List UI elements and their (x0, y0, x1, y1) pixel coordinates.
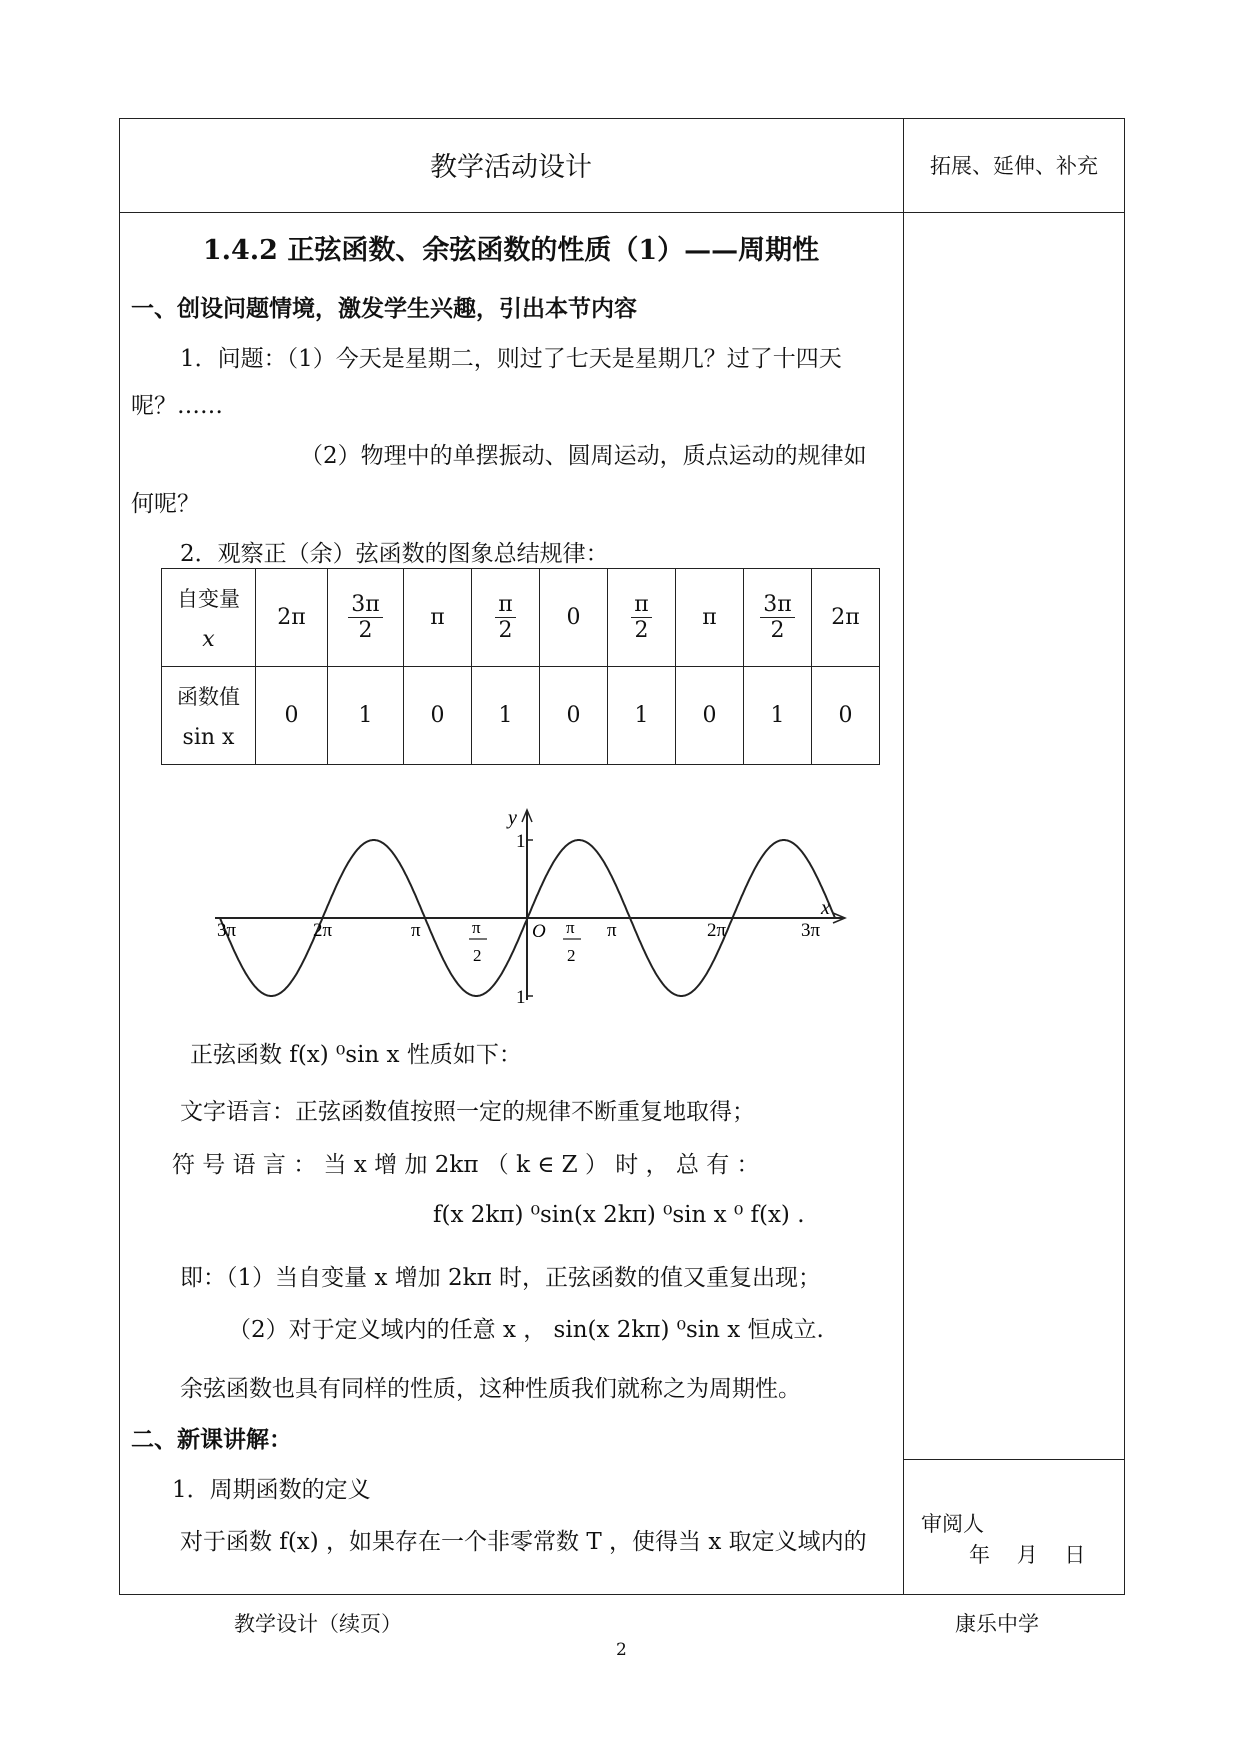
tick-label: π (472, 918, 481, 937)
tick-label: 2π (313, 920, 333, 941)
lesson-title: 1.4.2 正弦函数、余弦函数的性质（1）——周期性 (202, 235, 820, 266)
sin-cell: 0 (256, 667, 328, 765)
x-cell: $\frac{3\pi}{2}$ (328, 569, 404, 667)
sin-cell: 0 (404, 667, 472, 765)
y-axis-label: y (508, 807, 517, 829)
x-cell: 2π (256, 569, 328, 667)
x-cell: $\frac{\pi}{2}$ (472, 569, 540, 667)
row-header-sin (162, 667, 256, 765)
sin-cell: 0 (540, 667, 608, 765)
meaning-2: （2）对于定义域内的任意 x ， sin(x 2kπ) ⁰sin x 恒成立. (228, 1317, 824, 1343)
section1-heading: 一、创设问题情境，激发学生兴趣，引出本节内容 (131, 295, 637, 322)
tick-label: 3π (801, 920, 821, 941)
definition-text: 对于函数 f(x) ，如果存在一个非零常数 T ，使得当 x 取定义域内的 (180, 1529, 867, 1555)
y-bottom-label: 1 (516, 987, 526, 1008)
tick-label: π (566, 918, 575, 937)
tick-label: π (411, 920, 421, 941)
period-formula: f(x 2kπ) ⁰sin(x 2kπ) ⁰sin x ⁰ f(x) . (433, 1202, 805, 1228)
tick-label: 3π (217, 920, 237, 941)
x-cell: π (676, 569, 744, 667)
sin-cell: 0 (812, 667, 880, 765)
question2-line1: （2）物理中的单摆振动、圆周运动，质点运动的规律如 (300, 443, 867, 469)
y-top-label: 1 (516, 831, 526, 852)
definition-title: 1．周期函数的定义 (172, 1477, 371, 1503)
row-label: 函数值 (177, 685, 240, 709)
observation-prompt: 2．观察正（余）弦函数的图象总结规律： (180, 541, 609, 567)
sin-cell: 1 (328, 667, 404, 765)
property-intro: 正弦函数 f(x) ⁰sin x 性质如下： (190, 1042, 522, 1068)
row-label: 自变量 (177, 587, 240, 611)
review-divider (903, 1459, 1125, 1460)
meaning-1: 即：（1）当自变量 x 增加 2kπ 时，正弦函数的值又重复出现； (180, 1265, 822, 1291)
tick-label-den: 2 (473, 946, 482, 965)
sin-cell: 0 (676, 667, 744, 765)
tick-label: 2π (707, 920, 727, 941)
section2-heading: 二、新课讲解： (131, 1426, 292, 1453)
x-cell: $\frac{3\pi}{2}$ (744, 569, 812, 667)
sine-value-table (161, 568, 880, 765)
x-axis-label: x (821, 897, 830, 919)
symbol-language: 符 号 语 言 ： 当 x 增 加 2kπ （ k ∈ Z ） 时 ， 总 有 ： (172, 1152, 760, 1178)
x-cell: $\frac{\pi}{2}$ (608, 569, 676, 667)
sin-cell: 1 (608, 667, 676, 765)
column-divider (903, 118, 904, 1595)
header-side-title: 拓展、延伸、补充 (930, 154, 1098, 178)
row-var: x (202, 627, 215, 652)
table-row-x (162, 569, 880, 667)
table-row-sin (162, 667, 880, 765)
text-language: 文字语言：正弦函数值按照一定的规律不断重复地取得； (180, 1099, 755, 1125)
footer-left: 教学设计（续页） (234, 1612, 402, 1636)
origin-label: O (532, 921, 546, 942)
sin-cell: 1 (472, 667, 540, 765)
x-cell: π (404, 569, 472, 667)
x-cell: 0 (540, 569, 608, 667)
tick-label: π (607, 920, 617, 941)
reviewer-label: 审阅人 (921, 1512, 984, 1536)
review-date: 年 月 日 (969, 1543, 1086, 1567)
x-cell: 2π (812, 569, 880, 667)
header-divider (119, 212, 1125, 213)
row-header-x (162, 569, 256, 667)
question1-line1: 1．问题：（1）今天是星期二，则过了七天是星期几？过了十四天 (180, 346, 842, 372)
question1-line2: 呢？…… (131, 393, 223, 419)
sine-graph (205, 800, 855, 1010)
row-var: sin x (182, 725, 235, 750)
tick-label-den: 2 (567, 946, 576, 965)
cosine-note: 余弦函数也具有同样的性质，这种性质我们就称之为周期性。 (180, 1376, 801, 1402)
question2-line2: 何呢？ (131, 491, 200, 517)
page-number: 2 (616, 1640, 627, 1660)
footer-right: 康乐中学 (955, 1612, 1039, 1636)
sin-cell: 1 (744, 667, 812, 765)
header-main-title: 教学活动设计 (430, 152, 592, 183)
